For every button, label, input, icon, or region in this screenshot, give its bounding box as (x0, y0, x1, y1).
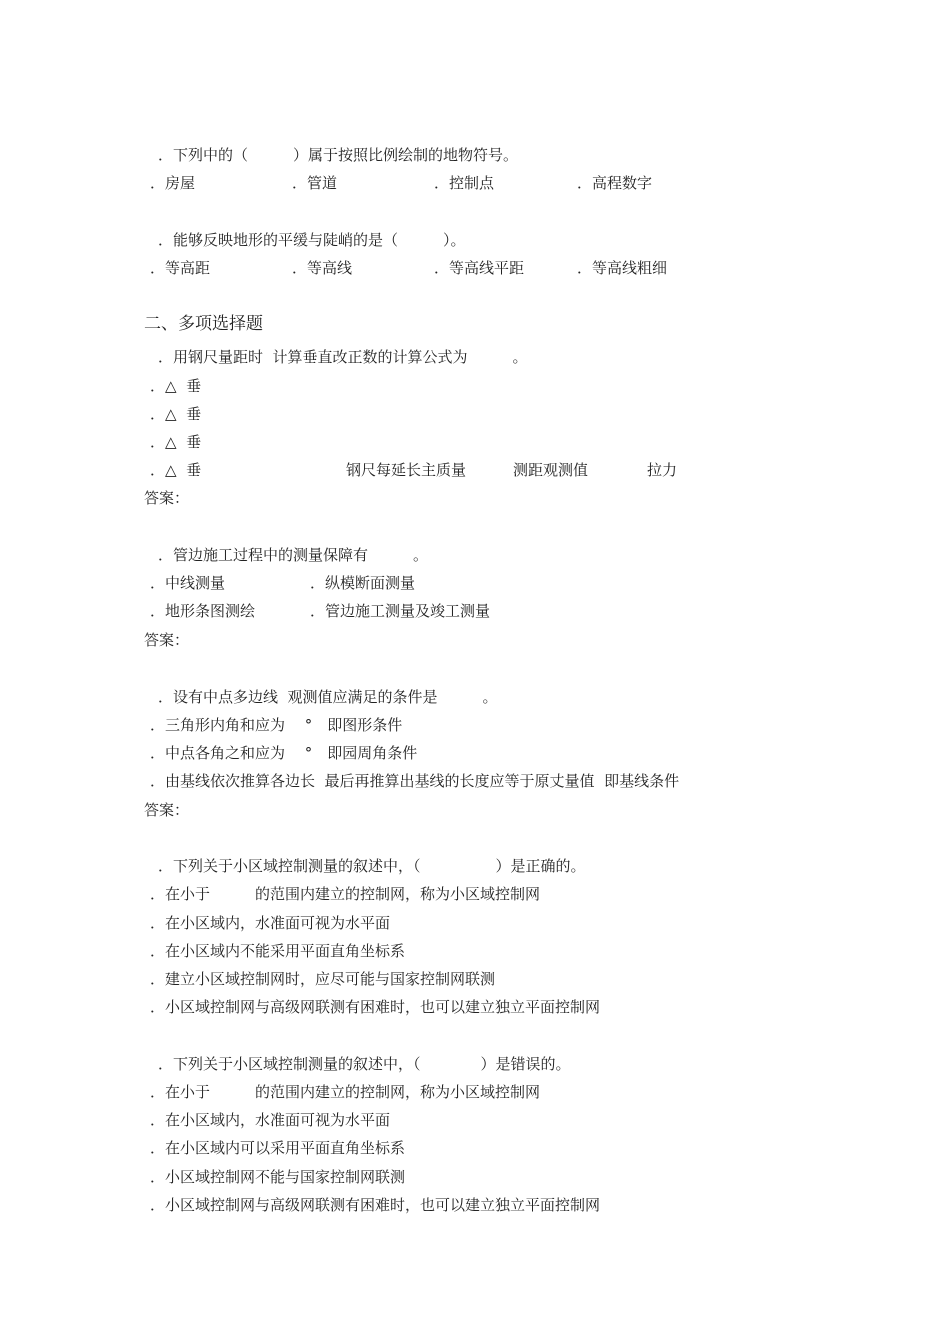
question-a-option-3: ．控制点 (434, 174, 495, 192)
question-1-stem: ．用钢尺量距时 计算垂直改正数的计算公式为 。 (158, 348, 528, 366)
question-4-option-3: ．在小区域内不能采用平面直角坐标系 (150, 942, 406, 960)
question-b-option-1: ．等高距 (150, 259, 211, 277)
question-b-option-4: ．等高线粗细 (577, 259, 668, 277)
question-b-stem: ．能够反映地形的平缓与陡峭的是（ ）。 (158, 231, 466, 249)
question-4-option-4: ．建立小区域控制网时，应尽可能与国家控制网联测 (150, 970, 496, 988)
question-4-option-5: ．小区域控制网与高级网联测有困难时，也可以建立独立平面控制网 (150, 998, 601, 1016)
question-5-option-2: ．在小区域内，水准面可视为水平面 (150, 1111, 391, 1129)
question-4-option-2: ．在小区域内，水准面可视为水平面 (150, 914, 391, 932)
question-2-option-3: ．地形条图测绘 (150, 602, 256, 620)
question-a-option-4: ．高程数字 (577, 174, 653, 192)
question-5-option-3: ．在小区域内可以采用平面直角坐标系 (150, 1139, 406, 1157)
question-1-option-4: ．△ 垂 (150, 461, 202, 479)
question-1-answer: 答案： (144, 489, 190, 507)
question-5-option-4: ．小区域控制网不能与国家控制网联测 (150, 1168, 406, 1186)
question-2-option-4: ．管边施工测量及竣工测量 (310, 602, 491, 620)
question-b-option-2: ．等高线 (292, 259, 353, 277)
question-2-option-2: ．纵模断面测量 (310, 574, 416, 592)
question-3-option-1: ．三角形内角和应为 ° 即图形条件 (150, 716, 403, 734)
question-2-answer: 答案： (144, 631, 190, 649)
question-a-option-2: ．管道 (292, 174, 338, 192)
question-3-answer: 答案： (144, 801, 190, 819)
question-1-note-2: 测距观测值 (513, 461, 589, 479)
question-4-stem: ．下列关于小区域控制测量的叙述中，（ ）是正确的。 (158, 857, 586, 875)
question-5-option-1: ．在小于 的范围内建立的控制网，称为小区域控制网 (150, 1083, 541, 1101)
question-2-option-1: ．中线测量 (150, 574, 226, 592)
question-1-note-1: 钢尺每延长主质量 (346, 461, 467, 479)
question-4-option-1: ．在小于 的范围内建立的控制网，称为小区域控制网 (150, 885, 541, 903)
question-a-stem: ．下列中的（ ）属于按照比例绘制的地物符号。 (158, 146, 519, 164)
question-1-option-1: ．△ 垂 (150, 377, 202, 395)
question-a-option-1: ．房屋 (150, 174, 196, 192)
section-title: 二、多项选择题 (144, 314, 263, 334)
question-5-option-5: ．小区域控制网与高级网联测有困难时，也可以建立独立平面控制网 (150, 1196, 601, 1214)
question-1-option-3: ．△ 垂 (150, 433, 202, 451)
question-3-option-2: ．中点各角之和应为 ° 即园周角条件 (150, 744, 418, 762)
question-2-stem: ．管边施工过程中的测量保障有 。 (158, 546, 429, 564)
question-3-stem: ．设有中点多边线 观测值应满足的条件是 。 (158, 688, 498, 706)
question-3-option-3: ．由基线依次推算各边长 最后再推算出基线的长度应等于原丈量值 即基线条件 (150, 772, 680, 790)
question-b-option-3: ．等高线平距 (434, 259, 525, 277)
question-1-option-2: ．△ 垂 (150, 405, 202, 423)
question-5-stem: ．下列关于小区域控制测量的叙述中，（ ）是错误的。 (158, 1055, 571, 1073)
question-1-note-3: 拉力 (647, 461, 678, 479)
